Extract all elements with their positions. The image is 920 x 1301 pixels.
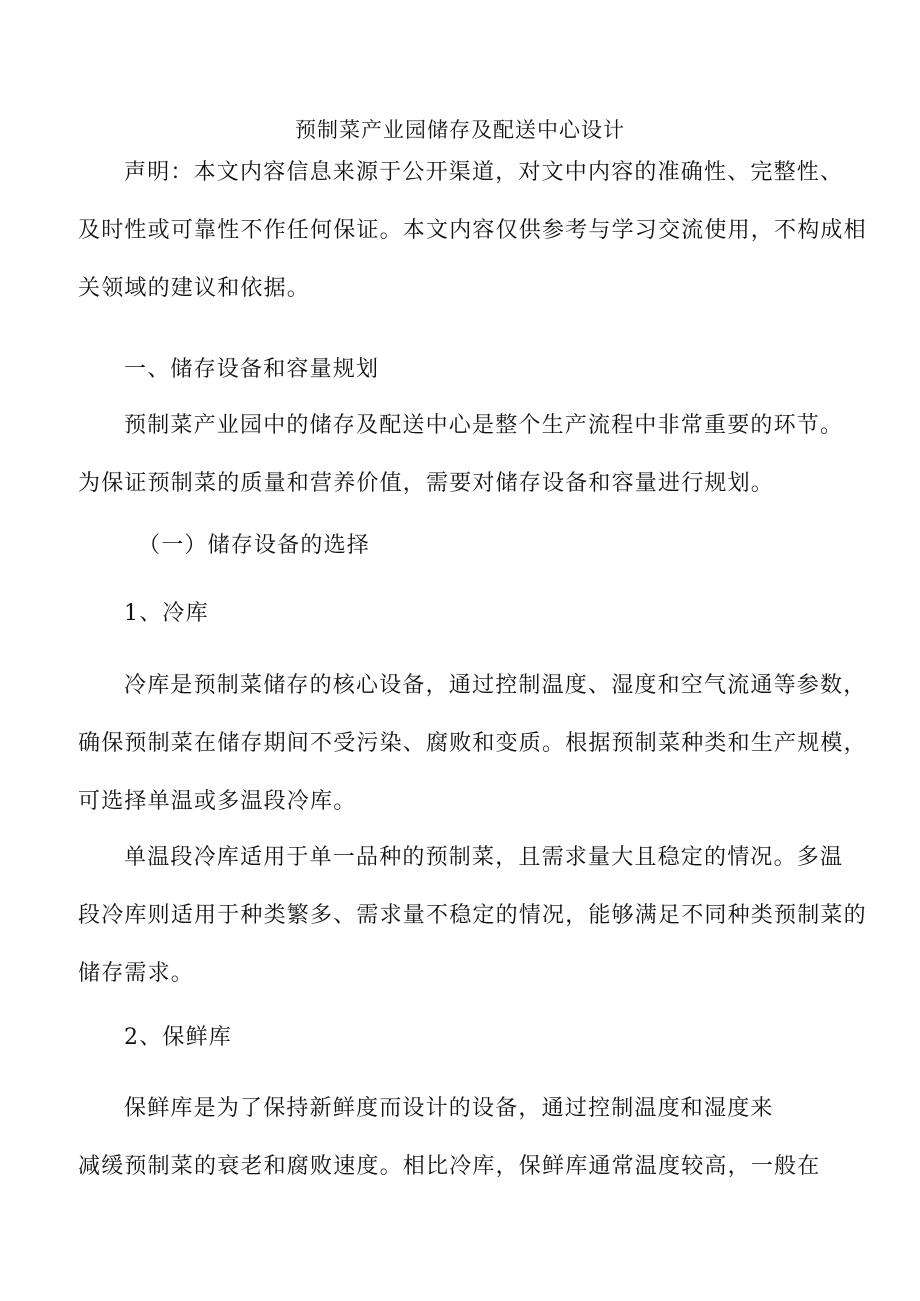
text-line: 储存需求。 [78,961,195,986]
text-line: 减缓预制菜的衰老和腐败速度。相比冷库，保鲜库通常温度较高，一般在 [78,1154,821,1179]
text-line: 冷库是预制菜储存的核心设备，通过控制温度、湿度和空气流通等参数， [124,673,867,698]
text-line: 段冷库则适用于种类繁多、需求量不稳定的情况，能够满足不同种类预制菜的 [78,903,867,928]
text-line: 及时性或可靠性不作任何保证。本文内容仅供参考与学习交流使用，不构成相 [78,218,867,243]
document-title: 预制菜产业园储存及配送中心设计 [295,118,625,142]
item-heading-cold-storage: 1、冷库 [124,601,209,626]
text-line: 可选择单温或多温段冷库。 [78,789,357,814]
subsection-heading: （一）储存设备的选择 [138,533,371,558]
section-heading: 一、储存设备和容量规划 [124,357,380,382]
disclaimer-paragraph [78,144,867,318]
fresh-storage-paragraph [78,1080,846,1196]
item-heading-fresh-storage: 2、保鲜库 [124,1025,232,1050]
text-line: 声明：本文内容信息来源于公开渠道，对文中内容的准确性、完整性、 [124,160,844,185]
temperature-zone-paragraph [78,829,867,1003]
text-line: 单温段冷库适用于单一品种的预制菜，且需求量大且稳定的情况。多温 [124,845,844,870]
text-line: 保鲜库是为了保持新鲜度而设计的设备，通过控制温度和湿度来 [124,1096,774,1121]
cold-storage-paragraph [78,657,867,831]
intro-paragraph [78,397,846,513]
text-line: 预制菜产业园中的储存及配送中心是整个生产流程中非常重要的环节。 [124,413,844,438]
text-line: 为保证预制菜的质量和营养价值，需要对储存设备和容量进行规划。 [78,471,775,496]
text-line: 关领域的建议和依据。 [78,276,311,301]
text-line: 确保预制菜在储存期间不受污染、腐败和变质。根据预制菜种类和生产规模， [78,731,867,756]
